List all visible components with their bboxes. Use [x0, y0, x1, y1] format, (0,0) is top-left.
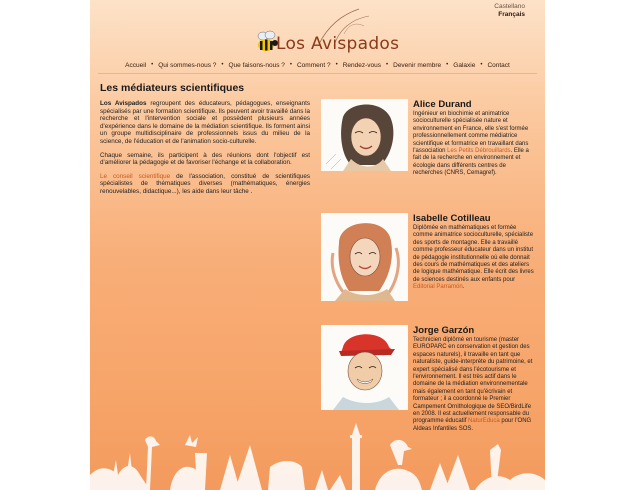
nav-rendez-vous[interactable]: Rendez-vous	[342, 61, 382, 69]
nav-separator: •	[480, 62, 483, 68]
person-description: Diplômée en mathématiques et formée comme animatrice socioculturelle, spécialiste des sports de montagne. Elle a travaillé comme professeur éducateur dans un institut de pédagogie institutionnelle où elle donnait des cours de mathématiques et des ateliers de logique mathématique. Elle écrit des livres de sciences destinés aux enfants pour Editorial Parramón.	[413, 225, 534, 291]
portrait-isabelle-cotilleau	[321, 213, 408, 301]
petits-debrouillards-link[interactable]: Les Petits Débrouillards	[447, 148, 511, 155]
intro-text	[100, 100, 310, 202]
nav-devenir-membre[interactable]: Devenir membre	[393, 61, 442, 69]
nature-silhouette-icon	[90, 405, 545, 490]
person-description: Technicien diplômé en tourisme (master EUROPARC en conservation et gestion des espaces naturels), il travaille en tant que naturaliste, guide-interprète du patrimoine, et expert spécialisé dans l'écotourisme et l'environnement. Il est très actif dans le domaine de la médiation environnementale mais également en tant qu'écrivain et formateur ; il a coordonné le Premier Campement Ornithologique de SEO/BirdLife en 2008. Il est actuellement responsable du programme éducatif NaturEduca pour l'ONG Aldeas Infantiles SOS.	[413, 337, 533, 432]
portrait-sketch-icon	[321, 99, 408, 171]
page-container	[90, 0, 545, 490]
site-logo[interactable]	[254, 22, 400, 62]
portrait-jorge-garzon	[321, 325, 408, 410]
intro-paragraph: Chaque semaine, ils participent à des réunions dont l'objectif est d'améliorer la pédagogie et de favoriser l'échange et la collaboration.	[100, 151, 310, 167]
intro-lead: Los Avispados	[100, 100, 147, 107]
intro-paragraph: Los Avispados regroupent des éducateurs, pédagogues, enseignants spécialisés par une formation scientifique. Ils peuvent avoir travaillé dans la recherche et l'intervention sociale et possèdent plusieurs années d'expérience dans le domaine de la médiation scientifique. Ils forment ainsi un groupe multidisciplinaire de professionnels issus du milieu de la science, de l'éducation et de l'animation socio-culturelle.	[100, 100, 311, 145]
nav-comment[interactable]: Comment ?	[296, 61, 331, 69]
natureduca-link[interactable]: NaturEduca	[468, 418, 500, 425]
conseil-scientifique-link[interactable]: Le conseil scientifique	[100, 172, 171, 180]
nav-separator: •	[446, 62, 449, 68]
nav-separator: •	[221, 62, 224, 68]
nav-galaxie[interactable]: Galaxie	[453, 61, 476, 69]
language-switcher	[494, 3, 525, 19]
nav-separator: •	[289, 62, 292, 68]
nav-accueil[interactable]: Accueil	[125, 61, 147, 69]
portrait-sketch-icon	[321, 325, 408, 410]
nav-qui-sommes-nous[interactable]: Qui sommes-nous ?	[158, 61, 217, 69]
lang-francais[interactable]: Français	[498, 11, 525, 18]
nav-divider	[98, 73, 537, 74]
page-title: Les médiateurs scientifiques	[100, 82, 245, 94]
nav-separator: •	[335, 62, 338, 68]
person-name: Alice Durand	[413, 99, 472, 110]
person-name: Isabelle Cotilleau	[413, 213, 491, 224]
intro-paragraph: Le conseil scientifique de l'association, constitué de scientifiques spécialistes de thématiques diverses (mathématiques, énergies renouvelables, didactique...), les aide dans leur tâche .	[100, 172, 310, 195]
logo-text: Los Avispados	[276, 34, 400, 54]
nav-separator: •	[151, 62, 154, 68]
portrait-sketch-icon	[321, 213, 408, 301]
nav-que-faisons-nous[interactable]: Que faisons-nous ?	[228, 61, 285, 69]
person-description: Ingénieur en biochimie et animatrice socioculturelle spécialisée nature et environnement en France, elle s'est formée professionnellement comme médiatrice scientifique et formatrice en travaillant dans l'association Les Petits Débrouillards. Elle a fait de la recherche en environnement et écologie dans différents centres de recherches (CNRS, Cemagref).	[413, 111, 529, 177]
nav-contact[interactable]: Contact	[487, 61, 510, 69]
main-nav	[90, 59, 545, 71]
lang-castellano[interactable]: Castellano	[494, 3, 525, 10]
portrait-alice-durand	[321, 99, 408, 171]
editorial-parramon-link[interactable]: Editorial Parramón	[413, 284, 463, 291]
nav-separator: •	[386, 62, 389, 68]
person-name: Jorge Garzón	[413, 325, 475, 336]
